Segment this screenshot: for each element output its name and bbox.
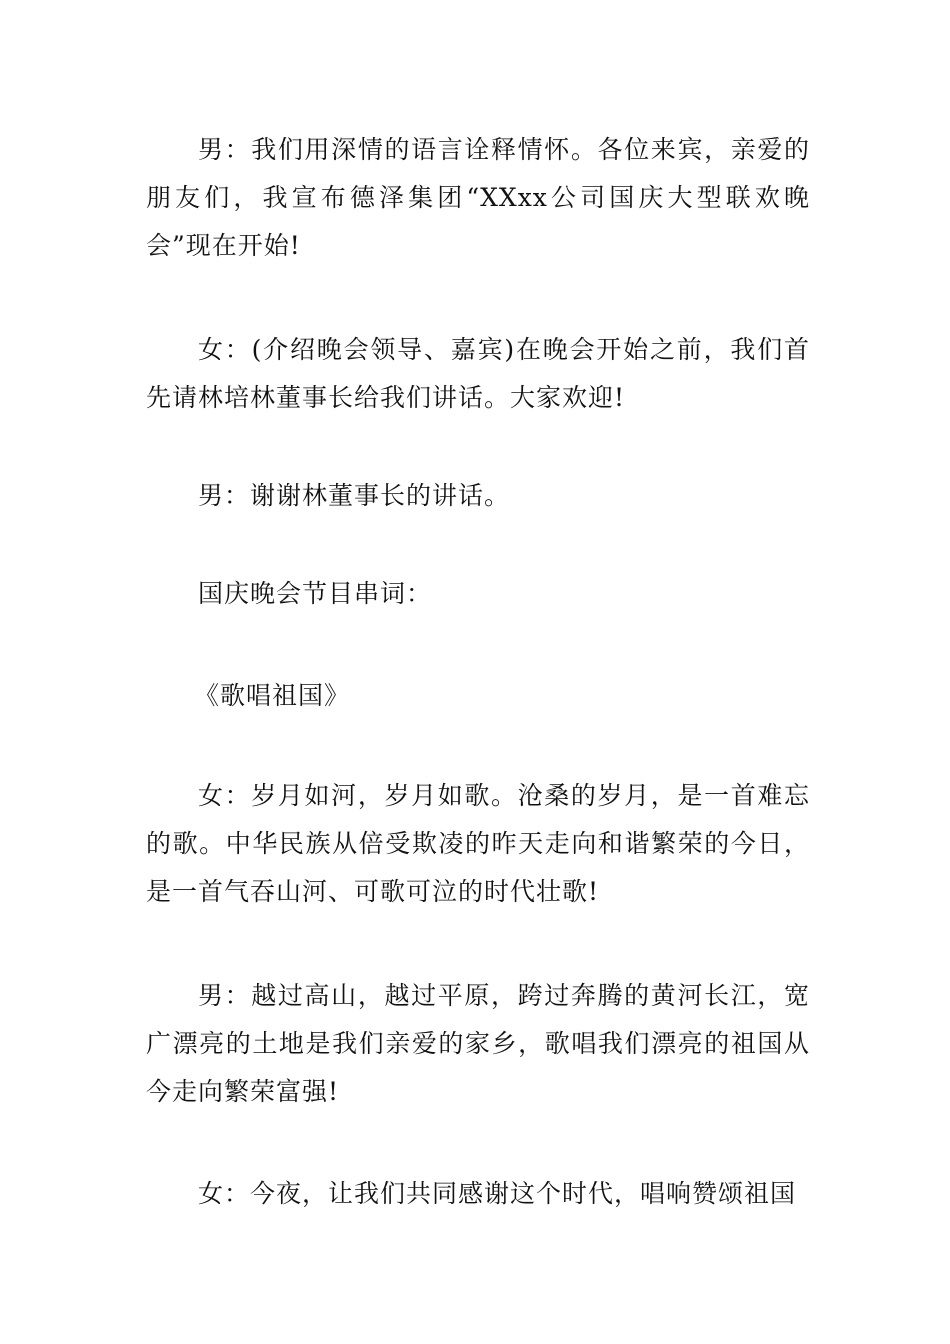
- paragraph-song-title: 《歌唱祖国》: [194, 681, 351, 710]
- paragraph-thanks-chairman: 男：谢谢林董事长的讲话。: [198, 481, 511, 510]
- paragraph-program-heading: 国庆晚会节目串词：: [198, 579, 433, 608]
- paragraph-female-host-2: 女：今夜，让我们共同感谢这个时代，唱响赞颂祖国: [198, 1179, 797, 1208]
- paragraph-female-host-1: 女：岁月如河，岁月如歌。沧桑的岁月，是一首难忘的歌。中华民族从倍受欺凌的昨天走向和谐繁荣的今日，是一首气吞山河、可歌可泣的时代壮歌!: [146, 781, 810, 906]
- paragraph-opening-announcement: 男：我们用深情的语言诠释情怀。各位来宾，亲爱的朋友们，我宣布德泽集团“XXxx公司国庆大型联欢晚会”现在开始!: [146, 135, 810, 260]
- paragraph-leaders-introduction: 女：(介绍晚会领导、嘉宾)在晚会开始之前，我们首先请林培林董事长给我们讲话。大家欢迎!: [146, 335, 810, 412]
- paragraph-male-host-1: 男：越过高山，越过平原，跨过奔腾的黄河长江，宽广漂亮的土地是我们亲爱的家乡，歌唱我们漂亮的祖国从今走向繁荣富强!: [146, 981, 810, 1106]
